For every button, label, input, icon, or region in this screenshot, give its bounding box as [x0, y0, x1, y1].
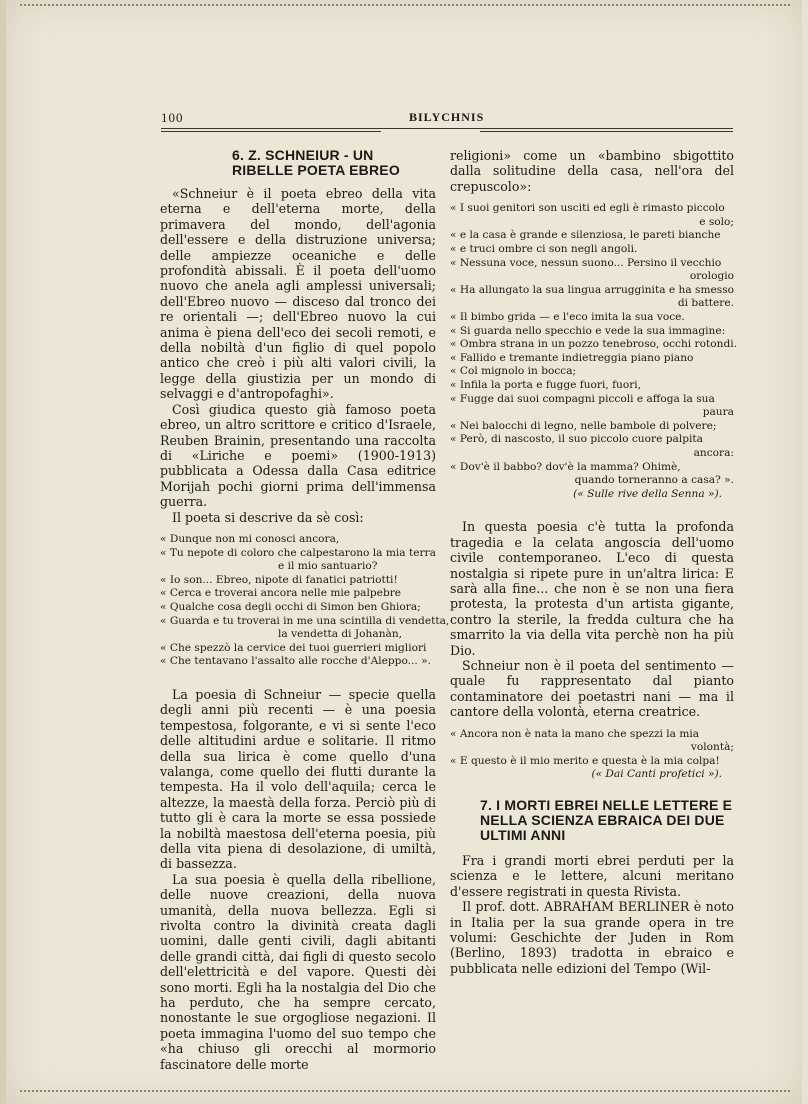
paragraph: Il poeta si descrive da sè così:	[172, 509, 364, 525]
poem-line: « Il bimbo grida — e l'eco imita la sua voce.	[450, 310, 685, 323]
poem-line: « Dov'è il babbo? dov'è la mamma? Ohimè,	[450, 460, 681, 473]
running-title: BILYCHNIS	[409, 110, 485, 124]
poem-line: volontà;	[690, 741, 734, 754]
paragraph: Fra i grandi morti ebrei perduti per la scienza e le lettere, alcuni meritano d'essere registrati in questa Rivista.	[450, 852, 734, 899]
poem-line: « Ancora non è nata la mano che spezzi la mia	[450, 727, 700, 740]
poem-line: « Qualche cosa degli occhi di Simon ben Ghiora;	[160, 600, 421, 613]
paragraph: «Schneiur è il poeta ebreo della vita eterna e dell'eterna morte, della primavera del mondo, dell'agonia dell'essere e della distruzione universa; delle ampiezze oceaniche e delle profondità abissali. È il poeta dell'uomo nuovo che anela agli amplessi universali; dell'Ebreo nuovo — disceso dal tronco dei re orientali —; dell'Ebreo nuovo la cui anima è piena dell'eco dei secoli remoti, e della nobiltà d'un figlio di quel popolo antico che creò i più alti valori civili, la legge della giustizia per un mondo di selvaggi e d'antropofaghi».	[160, 186, 436, 402]
poem-line: « Si guarda nello specchio e vede la sua immagine:	[450, 324, 726, 337]
section-title: 6. Z. SCHNEIUR - UN RIBELLE POETA EBREO	[232, 147, 400, 178]
top-border	[20, 4, 790, 9]
paragraph: In questa poesia c'è tutta la profonda tragedia e la celata angoscia dell'uomo civile contemporaneo. L'eco di questa nostalgia si ripete pure in un'altra lirica: E sarà alla fine... che non è se non una fiera protesta, la protesta d'un artista gigante, contro la sterile, la fredda cultura che ha smarrito la via della vita perchè non ha più Dio.	[450, 519, 734, 658]
poem-quote	[450, 728, 734, 782]
poem-line: la vendetta di Johanàn,	[278, 628, 403, 641]
page-header	[161, 110, 733, 130]
paragraph: religioni» come un «bambino sbigottito dalla solitudine della casa, nell'ora del crepuscolo»:	[450, 148, 734, 194]
poem-line: « Guarda e tu troverai in me una scintilla di vendetta,	[160, 614, 450, 627]
poem-line: « Ombra strana in un pozzo tenebroso, occhi rotondi.	[450, 338, 737, 351]
poem-line: « Io son... Ebreo, nipote di fanatici patriotti!	[160, 573, 398, 586]
paragraph: La sua poesia è quella della ribellione, delle nuove creazioni, della nuova umanità, della nuova bellezza. Egli si rivolta contro la divinità creata dagli uomini, dalle genti civili, dagli abitanti delle grandi città, dai figli di questo secolo dell'elettricità e del vapore. Questi dèi sono morti. Egli ha la nostalgia del Dio che ha perduto, che ha sempre cercato, nonostante le sue orgogliose negazioni. Il poeta immagina l'uomo del suo tempo che «ha chiuso gli orecchi al mormorio fascinatore delle morte	[160, 871, 436, 1072]
poem-line: « e la casa è grande e silenziosa, le pareti bianche	[450, 229, 721, 242]
paragraph: Schneiur non è il poeta del sentimento — quale fu rappresentato dal pianto contaminatore dei poetastri nani — ma il cantore della volontà, eterna creatrice.	[450, 657, 734, 720]
poem-line: « Cerca e troverai ancora nelle mie palpebre	[160, 587, 402, 600]
poem-line: « Nessuna voce, nessun suono... Persino il vecchio	[450, 256, 722, 269]
header-rule-left	[161, 131, 381, 132]
poem-source: (« Sulle rive della Senna »).	[573, 487, 722, 500]
poem-line: « Però, di nascosto, il suo piccolo cuore palpita	[450, 433, 703, 446]
poem-quote	[450, 202, 737, 501]
poem-line: « Fallido e tremante indietreggia piano piano	[450, 351, 694, 364]
left-column	[160, 147, 450, 1072]
poem-line: « Infila la porta e fugge fuori, fuori,	[450, 378, 642, 391]
paragraph: La poesia di Schneiur — specie quella degli anni più recenti — è una poesia tempestosa, folgorante, e vi si sente l'eco delle altitudini ardue e solitarie. Il ritmo della sua lirica è come quello d'una valanga, come quello dei flutti durante la tempesta. Ha il volo dell'aquila; cerca le altezze, la maestà della forza. Perciò più di tutto gli è cara la morte se essa possiede la nobiltà maestosa dell'eterna poesia, più della vita piena di desolazione, di umiltà, di bassezza.	[160, 686, 436, 872]
poem-line: e il mio santuario?	[278, 560, 378, 573]
poem-source: (« Dai Canti profetici »).	[591, 768, 722, 781]
right-column	[450, 148, 737, 976]
header-rule	[161, 128, 733, 129]
section-title: 7. I MORTI EBREI NELLE LETTERE E NELLA SCIENZA EBRAICA DEI DUE ULTIMI ANNI	[480, 796, 733, 843]
poem-line: « Fugge dai suoi compagni piccoli e affoga la sua	[450, 392, 715, 405]
poem-line: « Tu nepote di coloro che calpestarono la mia terra	[160, 546, 436, 559]
poem-quote	[160, 532, 450, 669]
poem-line: di battere.	[677, 297, 734, 310]
poem-line: ancora:	[693, 446, 734, 459]
header-rule-right	[480, 131, 733, 132]
poem-line: e solo;	[699, 215, 734, 228]
paragraph: Così giudica questo già famoso poeta ebreo, un altro scrittore e critico d'Israele, Reuben Brainin, presentando una raccolta di «Liriche e poemi» (1900-1913) pubblicata a Odessa dalla Casa editrice Morijah pochi giorni prima dell'immensa guerra.	[160, 401, 436, 510]
paragraph: Il prof. dott. ABRAHAM BERLINER è noto in Italia per la sua grande opera in tre volumi: Geschichte der Juden in Rom (Berlino, 1893) tradotta in ebraico e pubblicata nelle edizioni del Tempo (Wil-	[450, 899, 734, 976]
poem-line: « Dunque non mi conosci ancora,	[160, 532, 340, 545]
poem-line: « Che tentavano l'assalto alle rocche d'Aleppo... ».	[160, 655, 431, 668]
poem-line: « Nei balocchi di legno, nelle bambole di polvere;	[450, 419, 717, 432]
poem-line: « e truci ombre ci son negli angoli.	[450, 243, 638, 255]
poem-line: « Ha allungato la sua lingua arrugginita e ha smesso	[450, 283, 735, 296]
poem-line: « Col mignolo in bocca;	[450, 365, 577, 378]
poem-line: « Che spezzò la cervice dei tuoi guerrieri migliori	[160, 641, 427, 654]
poem-line: « E questo è il mio merito e questa è la mia colpa!	[450, 754, 720, 767]
poem-line: orologio	[689, 270, 734, 283]
page-number: 100	[161, 110, 184, 125]
poem-line: quando torneranno a casa? ».	[574, 474, 734, 487]
poem-line: « I suoi genitori son usciti ed egli è rimasto piccolo	[450, 202, 725, 215]
bottom-border	[20, 1090, 790, 1094]
poem-line: paura	[702, 406, 734, 419]
